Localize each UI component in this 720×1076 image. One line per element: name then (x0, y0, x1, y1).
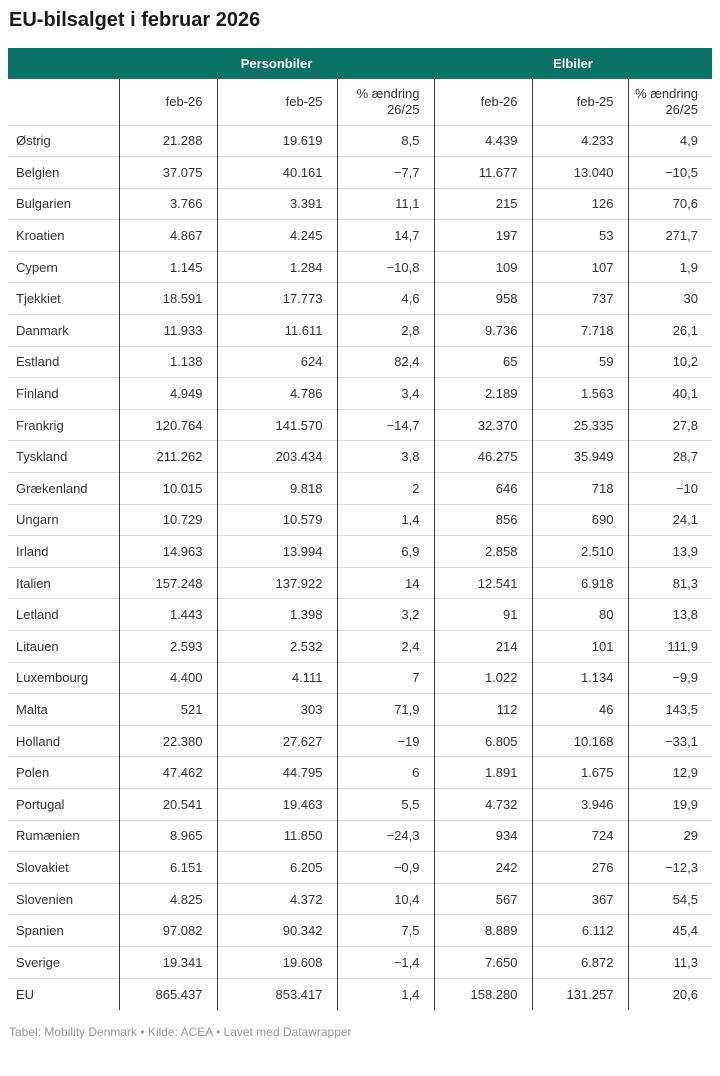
value-cell: 30 (628, 283, 712, 315)
value-cell: 3,8 (337, 441, 434, 473)
table-row (8, 220, 712, 252)
value-cell: 856 (434, 504, 532, 536)
value-cell: 7.650 (434, 946, 532, 978)
value-cell: 109 (434, 251, 532, 283)
value-cell: 11.677 (434, 157, 532, 189)
value-cell: 6.112 (532, 915, 628, 947)
table-row (8, 820, 712, 852)
value-cell: 1.398 (217, 599, 337, 631)
value-cell: 1.443 (119, 599, 217, 631)
attribution-footer: Tabel: Mobility Denmark • Kilde: ACEA • Lavet med Datawrapper (9, 1024, 352, 1039)
value-cell: 8,5 (337, 125, 434, 157)
value-cell: 2,8 (337, 315, 434, 347)
country-cell: Kroatien (8, 220, 119, 252)
value-cell: 8.965 (119, 820, 217, 852)
value-cell: 4.949 (119, 378, 217, 410)
value-cell: 690 (532, 504, 628, 536)
value-cell: 158.280 (434, 978, 532, 1010)
table-row (8, 315, 712, 347)
value-cell: 1.022 (434, 662, 532, 694)
country-cell: Letland (8, 599, 119, 631)
value-cell: 2.510 (532, 536, 628, 568)
value-cell: 13,9 (628, 536, 712, 568)
value-cell: 271,7 (628, 220, 712, 252)
value-cell: 11.933 (119, 315, 217, 347)
value-cell: −10,5 (628, 157, 712, 189)
value-cell: 624 (217, 346, 337, 378)
value-cell: 521 (119, 694, 217, 726)
table-row (8, 157, 712, 189)
value-cell: 28,7 (628, 441, 712, 473)
value-cell: 120.764 (119, 409, 217, 441)
country-cell: Frankrig (8, 409, 119, 441)
value-cell: 4.400 (119, 662, 217, 694)
value-cell: 3,2 (337, 599, 434, 631)
value-cell: 2.189 (434, 378, 532, 410)
table-row (8, 631, 712, 663)
value-cell: 215 (434, 188, 532, 220)
value-cell: 18.591 (119, 283, 217, 315)
value-cell: 1.284 (217, 251, 337, 283)
value-cell: −9,9 (628, 662, 712, 694)
country-cell: Østrig (8, 125, 119, 157)
value-cell: 1.563 (532, 378, 628, 410)
column-header-feb26-personbiler: feb-26 (119, 79, 217, 125)
value-cell: 197 (434, 220, 532, 252)
country-cell: Litauen (8, 631, 119, 663)
group-header-personbiler: Personbiler (119, 48, 434, 79)
value-cell: 646 (434, 473, 532, 505)
value-cell: 4.732 (434, 788, 532, 820)
value-cell: 4.372 (217, 883, 337, 915)
value-cell: 6.205 (217, 852, 337, 884)
value-cell: 9.736 (434, 315, 532, 347)
value-cell: 2 (337, 473, 434, 505)
value-cell: 2.593 (119, 631, 217, 663)
value-cell: 65 (434, 346, 532, 378)
value-cell: 40,1 (628, 378, 712, 410)
column-header-change-elbiler: % ændring 26/25 (628, 79, 712, 125)
value-cell: 1,4 (337, 504, 434, 536)
country-cell: Malta (8, 694, 119, 726)
table-row (8, 788, 712, 820)
value-cell: 853.417 (217, 978, 337, 1010)
data-table (8, 48, 712, 1010)
value-cell: 5,5 (337, 788, 434, 820)
country-cell: Italien (8, 567, 119, 599)
value-cell: 112 (434, 694, 532, 726)
value-cell: 4.439 (434, 125, 532, 157)
value-cell: 59 (532, 346, 628, 378)
value-cell: 7.718 (532, 315, 628, 347)
table-row (8, 725, 712, 757)
value-cell: 1,9 (628, 251, 712, 283)
table-row (8, 409, 712, 441)
value-cell: 19.619 (217, 125, 337, 157)
value-cell: 1.675 (532, 757, 628, 789)
value-cell: 11,1 (337, 188, 434, 220)
value-cell: 4.245 (217, 220, 337, 252)
value-cell: 80 (532, 599, 628, 631)
value-cell: 45,4 (628, 915, 712, 947)
country-cell: Polen (8, 757, 119, 789)
value-cell: 10.015 (119, 473, 217, 505)
table-row (8, 473, 712, 505)
value-cell: 81,3 (628, 567, 712, 599)
value-cell: 13.040 (532, 157, 628, 189)
value-cell: 214 (434, 631, 532, 663)
value-cell: 13.994 (217, 536, 337, 568)
value-cell: 157.248 (119, 567, 217, 599)
value-cell: 20.541 (119, 788, 217, 820)
table-body (8, 125, 712, 1010)
country-cell: Irland (8, 536, 119, 568)
column-header-feb25-elbiler: feb-25 (532, 79, 628, 125)
table-row (8, 504, 712, 536)
value-cell: 8.889 (434, 915, 532, 947)
value-cell: 44.795 (217, 757, 337, 789)
value-cell: 4.867 (119, 220, 217, 252)
value-cell: 17.773 (217, 283, 337, 315)
value-cell: 4.786 (217, 378, 337, 410)
value-cell: −12,3 (628, 852, 712, 884)
table-row (8, 946, 712, 978)
value-cell: 53 (532, 220, 628, 252)
value-cell: 54,5 (628, 883, 712, 915)
country-cell: Ungarn (8, 504, 119, 536)
value-cell: 10.729 (119, 504, 217, 536)
table-row (8, 662, 712, 694)
column-header-change-personbiler: % ændring 26/25 (337, 79, 434, 125)
value-cell: 9.818 (217, 473, 337, 505)
country-cell: EU (8, 978, 119, 1010)
value-cell: 143,5 (628, 694, 712, 726)
country-cell: Tjekkiet (8, 283, 119, 315)
value-cell: 3,4 (337, 378, 434, 410)
group-header-row (8, 48, 712, 79)
table-row (8, 757, 712, 789)
value-cell: 1.145 (119, 251, 217, 283)
table-row (8, 441, 712, 473)
country-cell: Portugal (8, 788, 119, 820)
value-cell: 46 (532, 694, 628, 726)
table-row (8, 567, 712, 599)
value-cell: 242 (434, 852, 532, 884)
value-cell: −0,9 (337, 852, 434, 884)
country-cell: Sverige (8, 946, 119, 978)
country-cell: Cypern (8, 251, 119, 283)
value-cell: 14 (337, 567, 434, 599)
value-cell: 11.850 (217, 820, 337, 852)
table-row (8, 251, 712, 283)
value-cell: 6.805 (434, 725, 532, 757)
value-cell: 958 (434, 283, 532, 315)
value-cell: 27,8 (628, 409, 712, 441)
value-cell: 97.082 (119, 915, 217, 947)
value-cell: 71,9 (337, 694, 434, 726)
value-cell: −10 (628, 473, 712, 505)
value-cell: 303 (217, 694, 337, 726)
value-cell: 40.161 (217, 157, 337, 189)
value-cell: 4.825 (119, 883, 217, 915)
column-header-country (8, 79, 119, 125)
value-cell: 3.946 (532, 788, 628, 820)
value-cell: 12.541 (434, 567, 532, 599)
value-cell: −10,8 (337, 251, 434, 283)
value-cell: 14,7 (337, 220, 434, 252)
value-cell: −7,7 (337, 157, 434, 189)
page-title: EU-bilsalget i februar 2026 (9, 9, 261, 31)
country-cell: Slovenien (8, 883, 119, 915)
value-cell: −33,1 (628, 725, 712, 757)
value-cell: 10.168 (532, 725, 628, 757)
value-cell: 6.151 (119, 852, 217, 884)
value-cell: 27.627 (217, 725, 337, 757)
table-row (8, 283, 712, 315)
value-cell: 10,2 (628, 346, 712, 378)
country-cell: Grækenland (8, 473, 119, 505)
country-cell: Danmark (8, 315, 119, 347)
table-row (8, 346, 712, 378)
value-cell: 29 (628, 820, 712, 852)
country-cell: Finland (8, 378, 119, 410)
value-cell: 126 (532, 188, 628, 220)
country-cell: Luxembourg (8, 662, 119, 694)
value-cell: 25.335 (532, 409, 628, 441)
value-cell: 24,1 (628, 504, 712, 536)
table-row (8, 599, 712, 631)
value-cell: −19 (337, 725, 434, 757)
column-header-row (8, 79, 712, 125)
value-cell: 10,4 (337, 883, 434, 915)
value-cell: 1,4 (337, 978, 434, 1010)
value-cell: −1,4 (337, 946, 434, 978)
country-cell: Bulgarien (8, 188, 119, 220)
value-cell: 22.380 (119, 725, 217, 757)
value-cell: 3.391 (217, 188, 337, 220)
value-cell: 4,6 (337, 283, 434, 315)
value-cell: 1.138 (119, 346, 217, 378)
country-cell: Rumænien (8, 820, 119, 852)
value-cell: 20,6 (628, 978, 712, 1010)
group-header-spacer (8, 48, 119, 79)
value-cell: 6.872 (532, 946, 628, 978)
value-cell: 2,4 (337, 631, 434, 663)
value-cell: 26,1 (628, 315, 712, 347)
country-cell: Slovakiet (8, 852, 119, 884)
value-cell: 37.075 (119, 157, 217, 189)
value-cell: 6.918 (532, 567, 628, 599)
value-cell: 131.257 (532, 978, 628, 1010)
value-cell: 137.922 (217, 567, 337, 599)
value-cell: 6 (337, 757, 434, 789)
table-row (8, 188, 712, 220)
group-header-elbiler: Elbiler (434, 48, 712, 79)
value-cell: 3.766 (119, 188, 217, 220)
value-cell: 11.611 (217, 315, 337, 347)
value-cell: 10.579 (217, 504, 337, 536)
value-cell: 90.342 (217, 915, 337, 947)
value-cell: 2.532 (217, 631, 337, 663)
value-cell: 211.262 (119, 441, 217, 473)
value-cell: 718 (532, 473, 628, 505)
value-cell: 2.858 (434, 536, 532, 568)
value-cell: 13,8 (628, 599, 712, 631)
table-row (8, 125, 712, 157)
country-cell: Estland (8, 346, 119, 378)
value-cell: 11,3 (628, 946, 712, 978)
value-cell: 91 (434, 599, 532, 631)
country-cell: Tyskland (8, 441, 119, 473)
table-row (8, 378, 712, 410)
value-cell: 141.570 (217, 409, 337, 441)
value-cell: 567 (434, 883, 532, 915)
value-cell: −14,7 (337, 409, 434, 441)
column-header-feb25-personbiler: feb-25 (217, 79, 337, 125)
table-row (8, 915, 712, 947)
value-cell: 21.288 (119, 125, 217, 157)
value-cell: 111,9 (628, 631, 712, 663)
value-cell: 1.134 (532, 662, 628, 694)
value-cell: 19,9 (628, 788, 712, 820)
value-cell: 7,5 (337, 915, 434, 947)
value-cell: 276 (532, 852, 628, 884)
value-cell: −24,3 (337, 820, 434, 852)
value-cell: 47.462 (119, 757, 217, 789)
value-cell: 367 (532, 883, 628, 915)
country-cell: Holland (8, 725, 119, 757)
table-row (8, 852, 712, 884)
table-row (8, 883, 712, 915)
country-cell: Spanien (8, 915, 119, 947)
value-cell: 203.434 (217, 441, 337, 473)
table-row (8, 978, 712, 1010)
column-header-feb26-elbiler: feb-26 (434, 79, 532, 125)
table-row (8, 536, 712, 568)
value-cell: 1.891 (434, 757, 532, 789)
value-cell: 724 (532, 820, 628, 852)
value-cell: 82,4 (337, 346, 434, 378)
value-cell: 32.370 (434, 409, 532, 441)
table-row (8, 694, 712, 726)
value-cell: 19.341 (119, 946, 217, 978)
value-cell: 46.275 (434, 441, 532, 473)
value-cell: 14.963 (119, 536, 217, 568)
value-cell: 4,9 (628, 125, 712, 157)
value-cell: 6,9 (337, 536, 434, 568)
value-cell: 70,6 (628, 188, 712, 220)
value-cell: 19.608 (217, 946, 337, 978)
value-cell: 12,9 (628, 757, 712, 789)
country-cell: Belgien (8, 157, 119, 189)
value-cell: 107 (532, 251, 628, 283)
value-cell: 737 (532, 283, 628, 315)
value-cell: 4.111 (217, 662, 337, 694)
value-cell: 4.233 (532, 125, 628, 157)
value-cell: 865.437 (119, 978, 217, 1010)
value-cell: 19.463 (217, 788, 337, 820)
value-cell: 7 (337, 662, 434, 694)
value-cell: 101 (532, 631, 628, 663)
value-cell: 35.949 (532, 441, 628, 473)
value-cell: 934 (434, 820, 532, 852)
